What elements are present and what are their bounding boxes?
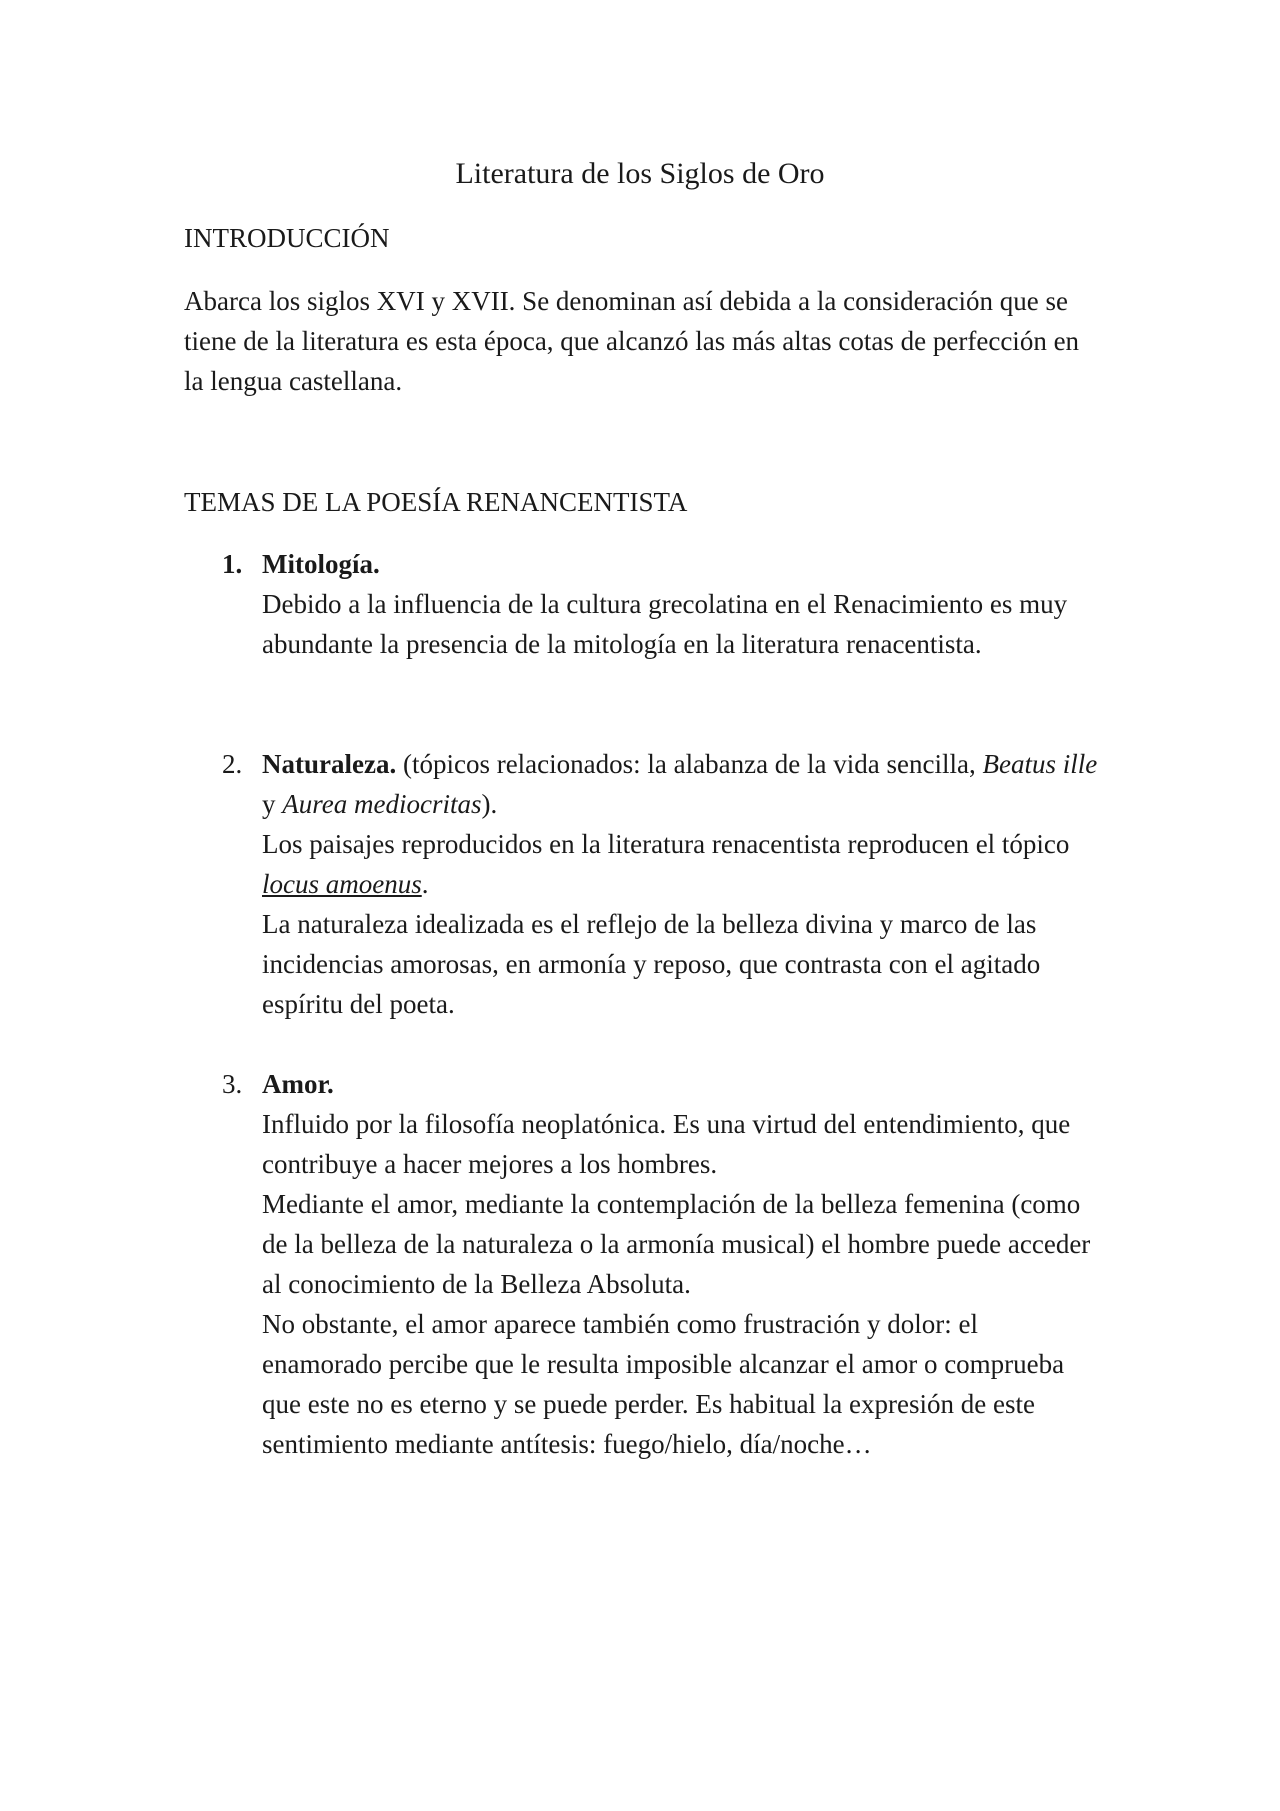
theme-item-naturaleza bbox=[184, 744, 1104, 1024]
theme-paragraph: Debido a la influencia de la cultura grecolatina en el Renacimiento es muy abundante la presencia de la mitología en la literatura renacentista. bbox=[262, 589, 1068, 659]
theme-item-amor bbox=[184, 1064, 1104, 1464]
theme-item-mitologia bbox=[184, 544, 1104, 664]
paragraph-end: . bbox=[421, 869, 429, 899]
theme-body bbox=[262, 544, 1104, 664]
theme-number: 1. bbox=[222, 549, 243, 579]
theme-paragraph: Mediante el amor, mediante la contemplación de la belleza femenina (como de la belleza de la naturaleza o la armonía musical) el hombre puede acceder al conocimiento de la Belleza Absoluta. bbox=[262, 1189, 1091, 1299]
latin-beatus-ille: Beatus ille bbox=[982, 749, 1098, 779]
theme-paragraph: La naturaleza idealizada es el reflejo de la belleza divina y marco de las incidencias amorosas, en armonía y reposo, que contrasta con el agitado espíritu del poeta. bbox=[262, 909, 1041, 1019]
theme-term: Amor. bbox=[262, 1069, 334, 1099]
theme-number: 3. bbox=[222, 1069, 243, 1099]
theme-body bbox=[262, 1064, 1104, 1464]
topics-close: ). bbox=[481, 789, 498, 819]
theme-term: Naturaleza. bbox=[262, 749, 397, 779]
topics-open: (tópicos relacionados: la alabanza de la vida sencilla, bbox=[396, 749, 983, 779]
theme-term: Mitología. bbox=[262, 549, 380, 579]
theme-number: 2. bbox=[222, 749, 243, 779]
theme-paragraph: No obstante, el amor aparece también como frustración y dolor: el enamorado percibe que le resulta imposible alcanzar el amor o comprueba que este no es eterno y se puede perder. Es habitual la expresión de este sentimiento mediante antítesis: fuego/hielo, día/noche… bbox=[262, 1309, 1065, 1459]
intro-paragraph: Abarca los siglos XVI y XVII. Se denominan así debida a la consideración que se tiene de la literatura es esta época, que alcanzó las más altas cotas de perfección en la lengua castellana. bbox=[184, 286, 1080, 396]
document-title: Literatura de los Siglos de Oro bbox=[455, 157, 825, 190]
theme-paragraph bbox=[262, 824, 1104, 904]
intro-heading: INTRODUCCIÓN bbox=[184, 223, 390, 253]
theme-body bbox=[262, 744, 1104, 1024]
latin-locus-amoenus: locus amoenus bbox=[262, 869, 422, 899]
latin-aurea-mediocritas: Aurea mediocritas bbox=[282, 789, 482, 819]
theme-paragraph bbox=[262, 744, 1104, 824]
topics-and: y bbox=[262, 789, 283, 819]
paragraph-text: Los paisajes reproducidos en la literatura renacentista reproducen el tópico bbox=[262, 829, 1070, 859]
themes-heading: TEMAS DE LA POESÍA RENANCENTISTA bbox=[184, 487, 688, 517]
theme-paragraph: Influido por la filosofía neoplatónica. Es una virtud del entendimiento, que contribuye a hacer mejores a los hombres. bbox=[262, 1109, 1071, 1179]
